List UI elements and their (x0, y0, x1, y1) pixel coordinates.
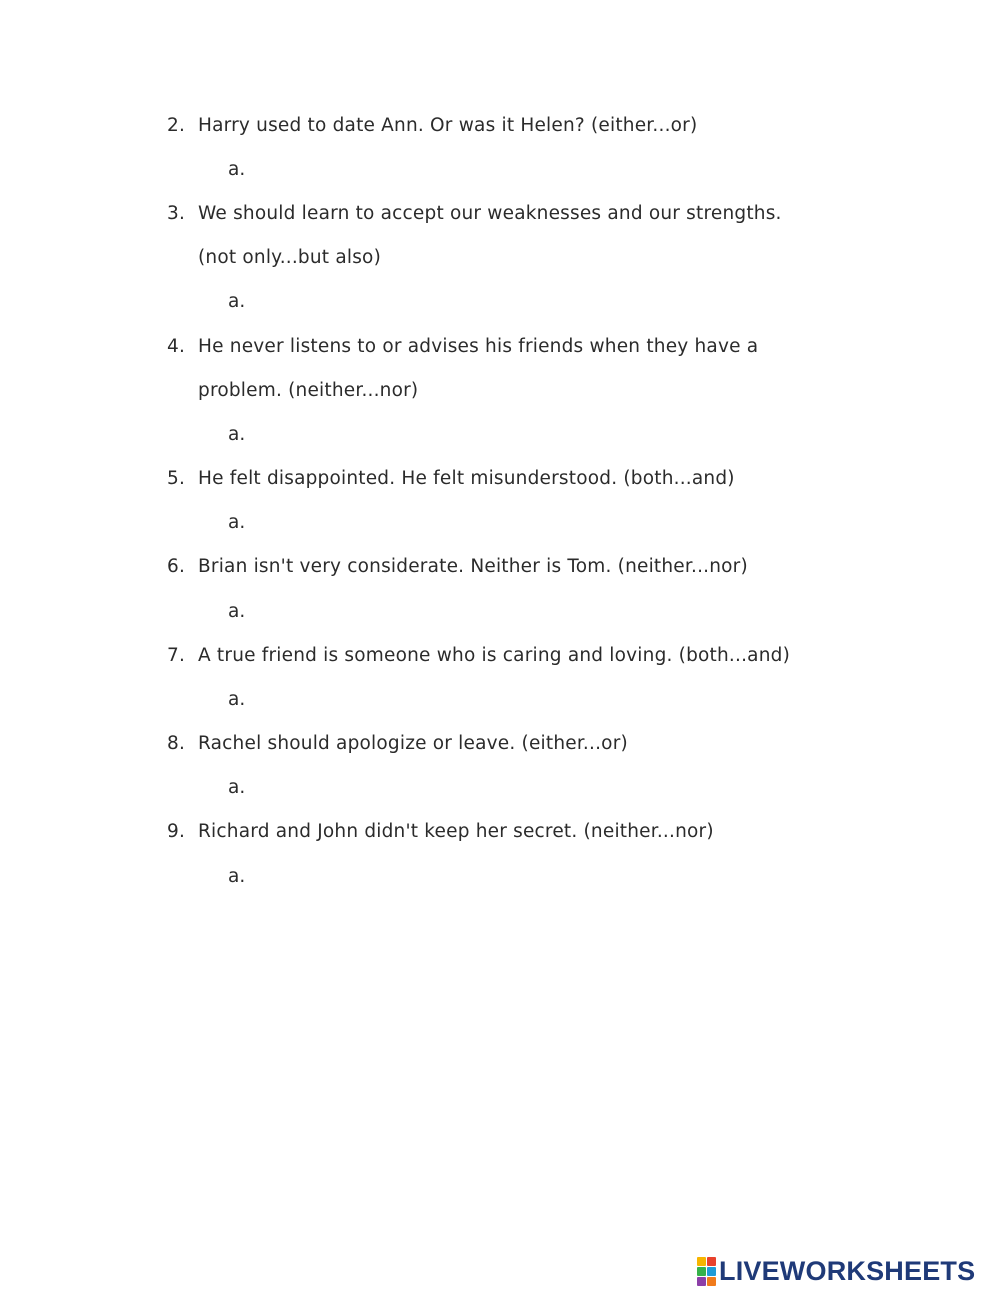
question-text: A true friend is someone who is caring and loving. (both...and) (198, 645, 790, 666)
answer-label: a. (228, 601, 246, 622)
question-number: 3. (167, 203, 186, 224)
answer-label: a. (228, 512, 246, 533)
question-number: 4. (167, 336, 186, 357)
question-text: We should learn to accept our weaknesses and our strengths. (198, 203, 782, 224)
liveworksheets-logo (697, 1254, 975, 1288)
question-number: 9. (167, 821, 186, 842)
answer-label: a. (228, 159, 246, 180)
question-number: 5. (167, 468, 186, 489)
question-number: 7. (167, 645, 186, 666)
question-text: Brian isn't very considerate. Neither is Tom. (neither...nor) (198, 556, 748, 577)
question-text: He felt disappointed. He felt misunderstood. (both...and) (198, 468, 735, 489)
logo-text: LIVEWORKSHEETS (719, 1255, 976, 1286)
question-text: (not only...but also) (198, 247, 381, 268)
question-text: He never listens to or advises his friends when they have a (198, 336, 759, 357)
answer-label: a. (228, 866, 246, 887)
question-text: problem. (neither...nor) (198, 380, 419, 401)
question-text: Richard and John didn't keep her secret. (neither...nor) (198, 821, 714, 842)
question-text: Harry used to date Ann. Or was it Helen? (either...or) (198, 115, 698, 136)
answer-label: a. (228, 777, 246, 798)
answer-label: a. (228, 689, 246, 710)
question-number: 8. (167, 733, 186, 754)
answer-label: a. (228, 424, 246, 445)
liveworksheets-logo-icon (697, 1257, 716, 1286)
question-text: Rachel should apologize or leave. (either...or) (198, 733, 628, 754)
question-number: 2. (167, 115, 186, 136)
question-number: 6. (167, 556, 186, 577)
answer-label: a. (228, 291, 246, 312)
